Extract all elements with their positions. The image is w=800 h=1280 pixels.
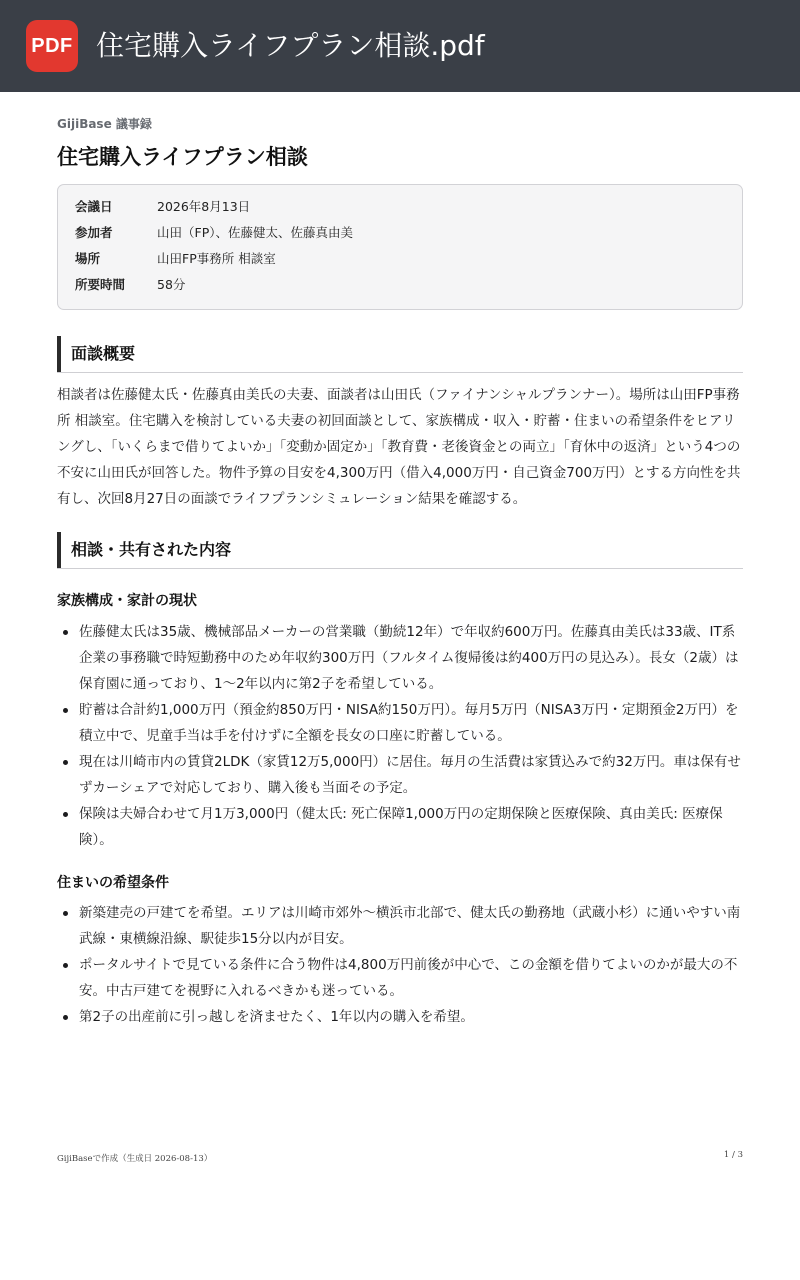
meta-label: 所要時間 <box>75 277 126 292</box>
bullet-icon <box>63 963 68 968</box>
section-heading-summary <box>57 336 743 373</box>
meta-row-date <box>75 197 250 217</box>
meta-value: 2026年8月13日 <box>157 199 251 214</box>
bullet-icon <box>63 708 68 713</box>
page-title: 住宅購入ライフプラン相談 <box>57 145 308 169</box>
list-item-text: 新築建売の戸建てを希望。エリアは川崎市郊外〜横浜市北部で、健太氏の勤務地（武蔵小杉）に通いやすい南武線・東横線沿線、駅徒歩15分以内が目安。 <box>79 905 741 947</box>
brand-label: GijiBase 議事録 <box>57 117 152 131</box>
subsection-heading-family: 家族構成・家計の現状 <box>57 593 197 609</box>
list-item <box>57 900 743 952</box>
list-item <box>57 801 743 853</box>
section-heading-content <box>57 532 743 569</box>
list-item-text: 現在は川崎市内の賃貸2LDK（家賃12万5,000円）に居住。毎月の生活費は家賃込みで約32万円。車は保有せずカーシェアで対応しており、購入後も当面その予定。 <box>79 754 741 796</box>
list-item <box>57 952 743 1004</box>
list-item <box>57 749 743 801</box>
bullet-icon <box>63 630 68 635</box>
meta-value: 58分 <box>157 277 186 292</box>
summary-paragraph: 相談者は佐藤健太氏・佐藤真由美氏の夫妻、面談者は山田氏（ファイナンシャルプランナー）。場所は山田FP事務所 相談室。住宅購入を検討している夫妻の初回面談として、家族構成・収入・貯蓄・住まいの希望条件をヒアリングし、「いくらまで借りてよいか」「変動か固定か」「教育費・老後資金との両立」「育休中の返済」という4つの不安に山田氏が回答した。物件予算の目安を4,300万円（借入4,000万円・自己資金700万円）とする方向性を共有し、次回8月27日の面談でライフプランシミュレーション結果を確認する。 <box>57 387 741 507</box>
section-accent-bar <box>57 532 61 568</box>
document-filename: 住宅購入ライフプラン相談.pdf <box>96 29 485 62</box>
bullet-icon <box>63 1015 68 1020</box>
list-item-text: 佐藤健太氏は35歳、機械部品メーカーの営業職（勤続12年）で年収約600万円。佐藤真由美氏は33歳、IT系企業の事務職で時短勤務中のため年収約300万円（フルタイム復帰後は約400万円の見込み）。長女（2歳）は保育園に通っており、1〜2年以内に第2子を希望している。 <box>79 624 739 692</box>
bullet-icon <box>63 760 68 765</box>
bullet-icon <box>63 812 68 817</box>
footer-generated-note: GijiBaseで作成（生成日 2026-08-13） <box>57 1154 213 1164</box>
footer-page-number: 1 / 3 <box>723 1150 743 1160</box>
meta-row-location <box>75 249 276 269</box>
meta-value: 山田FP事務所 相談室 <box>157 251 276 266</box>
family-bullet-list <box>57 619 743 853</box>
section-accent-bar <box>57 336 61 372</box>
list-item <box>57 619 743 697</box>
meta-label: 場所 <box>75 251 101 266</box>
list-item-text: 保険は夫婦合わせて月1万3,000円（健太氏: 死亡保障1,000万円の定期保険と医療保険、真由美氏: 医療保険）。 <box>79 806 723 848</box>
list-item-text: 第2子の出産前に引っ越しを済ませたく、1年以内の購入を希望。 <box>79 1009 474 1025</box>
meta-row-attendees <box>75 223 353 243</box>
meta-label: 会議日 <box>75 199 113 214</box>
meta-value: 山田（FP）、佐藤健太、佐藤真由美 <box>157 225 353 240</box>
list-item-text: ポータルサイトで見ている条件に合う物件は4,800万円前後が中心で、この金額を借りてよいのかが最大の不安。中古戸建てを視野に入れるべきかも迷っている。 <box>79 957 738 999</box>
section-heading-label: 相談・共有された内容 <box>71 540 232 559</box>
pdf-file-icon: PDF <box>26 20 78 72</box>
section-heading-label: 面談概要 <box>71 344 136 363</box>
bullet-icon <box>63 911 68 916</box>
subsection-heading-housing: 住まいの希望条件 <box>57 875 169 891</box>
list-item <box>57 697 743 749</box>
housing-bullet-list <box>57 900 743 1030</box>
meta-row-duration <box>75 275 185 295</box>
list-item <box>57 1004 743 1030</box>
viewer-title-bar <box>0 0 800 92</box>
meta-label: 参加者 <box>75 225 113 240</box>
meeting-info-box <box>57 184 743 310</box>
list-item-text: 貯蓄は合計約1,000万円（預金約850万円・NISA約150万円）。毎月5万円（NISA3万円・定期預金2万円）を積立中で、児童手当は手を付けずに全額を長女の口座に貯蓄している。 <box>79 702 739 744</box>
